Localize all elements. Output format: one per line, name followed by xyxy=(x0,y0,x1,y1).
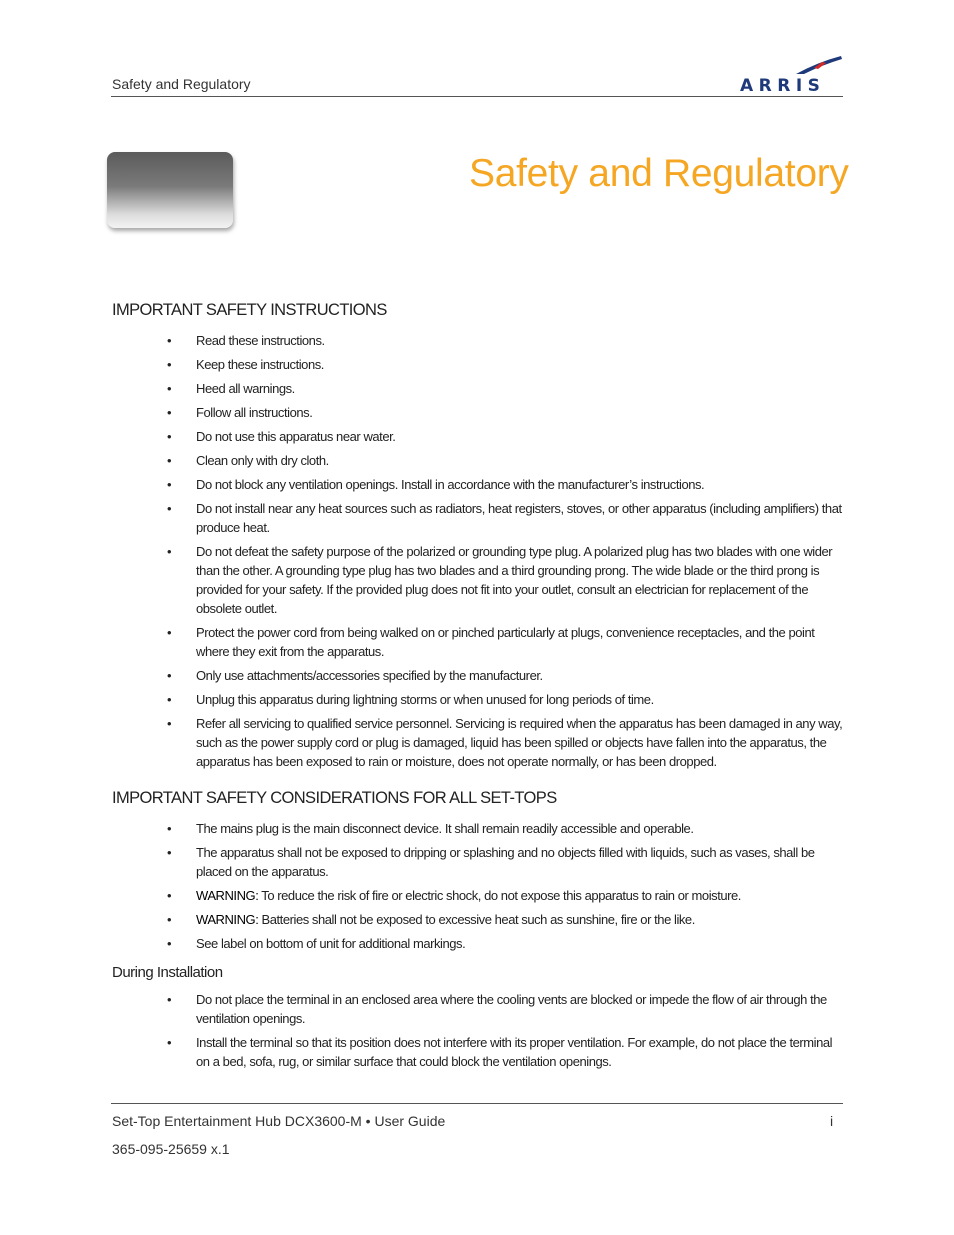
section-heading-set-top-considerations: IMPORTANT SAFETY CONSIDERATIONS FOR ALL SET-TOPS xyxy=(112,789,557,807)
running-header: Safety and Regulatory xyxy=(112,76,251,92)
page-title: Safety and Regulatory xyxy=(469,152,849,195)
set-top-considerations-list xyxy=(112,819,844,953)
list-item: • Install the terminal so that its position does not interfere with its proper ventilation. For example, do not place the terminal on a bed, sofa, rug, or similar surface that could block the ventilation openings. xyxy=(112,1033,844,1071)
list-item: • See label on bottom of unit for additional markings. xyxy=(112,934,844,953)
list-item: • Do not place the terminal in an enclosed area where the cooling vents are blocked or impede the flow of air through the ventilation openings. xyxy=(112,990,844,1028)
footer-page-number: i xyxy=(830,1113,834,1129)
footer-product-title: Set-Top Entertainment Hub DCX3600-M • User Guide xyxy=(112,1113,446,1129)
list-item: • Do not defeat the safety purpose of the polarized or grounding type plug. A polarized plug has two blades with one wider than the other. A grounding type plug has two blades and a third grounding prong. The wide blade or the third prong is provided for your safety. If the provided plug does not fit into your outlet, consult an electrician for replacement of the obsolete outlet. xyxy=(112,542,844,618)
list-item: • Protect the power cord from being walked on or pinched particularly at plugs, convenience receptacles, and the point where they exit from the apparatus. xyxy=(112,623,844,661)
list-item: • Only use attachments/accessories specified by the manufacturer. xyxy=(112,666,844,685)
list-item: • The mains plug is the main disconnect device. It shall remain readily accessible and operable. xyxy=(112,819,844,838)
safety-instructions-list xyxy=(112,331,844,771)
warning-text: To reduce the risk of fire or electric shock, do not expose this apparatus to rain or moisture. xyxy=(258,888,741,903)
list-item: • Follow all instructions. xyxy=(112,403,844,422)
list-item: • The apparatus shall not be exposed to dripping or splashing and no objects filled with liquids, such as vases, shall be placed on the apparatus. xyxy=(112,843,844,881)
section-heading-safety-instructions: IMPORTANT SAFETY INSTRUCTIONS xyxy=(112,301,387,319)
list-item: • Clean only with dry cloth. xyxy=(112,451,844,470)
warning-label: WARNING: xyxy=(196,912,259,927)
list-item: • Refer all servicing to qualified service personnel. Servicing is required when the apparatus has been damaged in any way, such as the power supply cord or plug is damaged, liquid has been spilled or objects have fallen into the apparatus, the apparatus has been exposed to rain or moisture, does not operate normally, or has been dropped. xyxy=(112,714,844,771)
logo-wordmark: ARRIS xyxy=(740,76,826,94)
warning-item xyxy=(112,886,844,905)
arris-logo xyxy=(738,54,844,94)
installation-list xyxy=(112,990,844,1071)
footer-divider xyxy=(111,1103,843,1104)
warning-text: Batteries shall not be exposed to excessive heat such as sunshine, fire or the like. xyxy=(258,912,695,927)
list-item: • Do not block any ventilation openings. Install in accordance with the manufacturer’s instructions. xyxy=(112,475,844,494)
chapter-tab-graphic xyxy=(107,152,233,228)
list-item: • Read these instructions. xyxy=(112,331,844,350)
list-item: • Do not use this apparatus near water. xyxy=(112,427,844,446)
list-item: • Keep these instructions. xyxy=(112,355,844,374)
document-body xyxy=(112,301,844,1076)
list-item: • Do not install near any heat sources such as radiators, heat registers, stoves, or other apparatus (including amplifiers) that produce heat. xyxy=(112,499,844,537)
list-item: • Unplug this apparatus during lightning storms or when unused for long periods of time. xyxy=(112,690,844,709)
list-item: • Heed all warnings. xyxy=(112,379,844,398)
footer-document-number: 365-095-25659 x.1 xyxy=(112,1141,230,1157)
warning-item xyxy=(112,910,844,929)
header-divider xyxy=(111,96,843,97)
warning-label: WARNING: xyxy=(196,888,259,903)
subheading-during-installation: During Installation xyxy=(112,964,223,981)
